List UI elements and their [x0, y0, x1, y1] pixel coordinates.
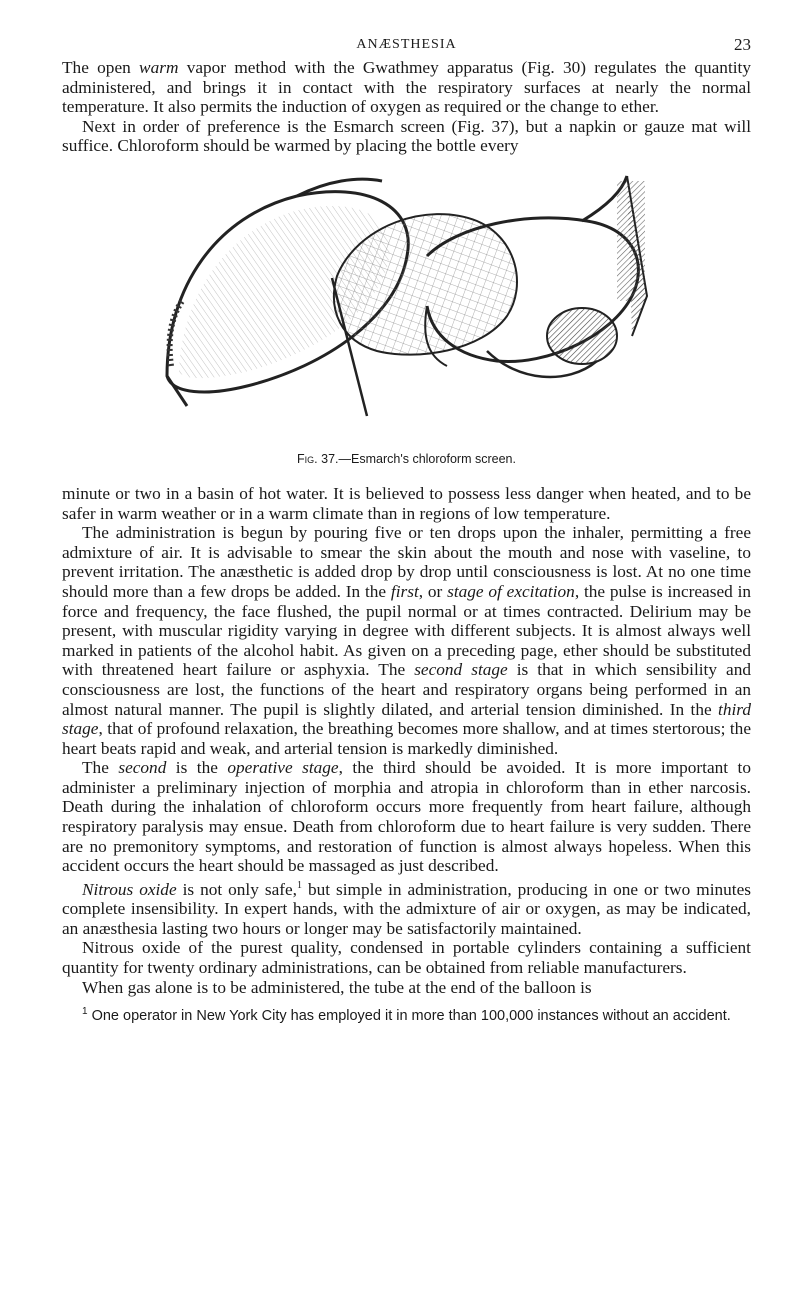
body-text [62, 58, 751, 156]
footnote-text: One operator in New York City has employed it in more than 100,000 instances without an accident. [87, 1008, 731, 1024]
paragraph: The second is the operative stage, the third should be avoided. It is more important to administer a preliminary injection of morphia and atropia in chloroform than in ether narcosis. Death during the inhalation of chloroform occurs more frequently from heart failure, although respiratory paralysis may ensue. Death from chloroform due to heart failure is very sudden. There are no premonitory symptoms, and restoration of function is almost always hopeless. When this accident occurs the heart should be massaged as just described. [62, 758, 752, 876]
footnote [62, 1003, 751, 1025]
paragraph: When gas alone is to be administered, the tube at the end of the balloon is [82, 977, 592, 997]
paragraph: Nitrous oxide of the purest quality, condensed in portable cylinders containing a sufficient quantity for twenty ordinary administrations, can be obtained from reliable manufacturers. [62, 938, 751, 977]
paragraph: Next in order of preference is the Esmarch screen (Fig. 37), but a napkin or gauze mat will suffice. Chloroform should be warmed by placing the bottle every [62, 116, 751, 156]
esmarch-screen-illustration [127, 166, 687, 446]
body-text-continued [62, 484, 751, 997]
figure-caption [62, 452, 751, 466]
running-header [62, 0, 751, 58]
running-title: ANÆSTHESIA [356, 37, 457, 52]
paragraph: The administration is begun by pouring five or ten drops upon the inhaler, permitting a free admixture of air. It is advisable to smear the skin about the mouth and nose with vaseline, to prevent irritation. The anæsthetic is added drop by drop until consciousness is lost. At no one time should more than a few drops be added. In the first, or stage of excitation, the pulse is increased in force and frequency, the face flushed, the pupil normal or at times contracted. Delirium may be present, with muscular rigidity varying in degree with different subjects. It is almost always well marked in patients of the alcohol habit. As given on a preceding page, ether should be substituted with threatened heart failure or asphyxia. The second stage is that in which sensibility and consciousness are lost, the functions of the heart and respiratory organs being performed in an almost natural manner. The pupil is slightly dilated, and arterial tension diminished. In the third stage, that of profound relaxation, the breathing becomes more shallow, and at times stertorous; the heart beats rapid and weak, and arterial tension is markedly diminished. [62, 523, 752, 758]
figure-caption-text: —Esmarch's chloroform screen. [338, 451, 516, 466]
paragraph: minute or two in a basin of hot water. It is believed to possess less danger when heated, and to be safer in warm weather or in a warm climate than in regions of low temperature. [62, 483, 751, 523]
footnote-ref: 1 [297, 879, 302, 891]
page-number: 23 [734, 35, 751, 54]
footnote-mark: 1 [82, 1006, 88, 1018]
figure-37 [62, 166, 751, 466]
figure-label: Fig. 37. [297, 451, 339, 466]
paragraph: Nitrous oxide is not only safe,$^1$ but simple in administration, producing in one or two minutes complete insensibility. In expert hands, with the admixture of air or oxygen, as may be indicated, an anæsthesia lasting two hours or longer may be satisfactorily maintained. [62, 879, 751, 938]
gauze-cover [332, 214, 517, 416]
paragraph: The open warm vapor method with the Gwathmey apparatus (Fig. 30) regulates the quantity administered, and brings it in contact with the respiratory surfaces at nearly the normal temperature. It also permits the induction of oxygen as required or the change to ether. [62, 58, 751, 117]
